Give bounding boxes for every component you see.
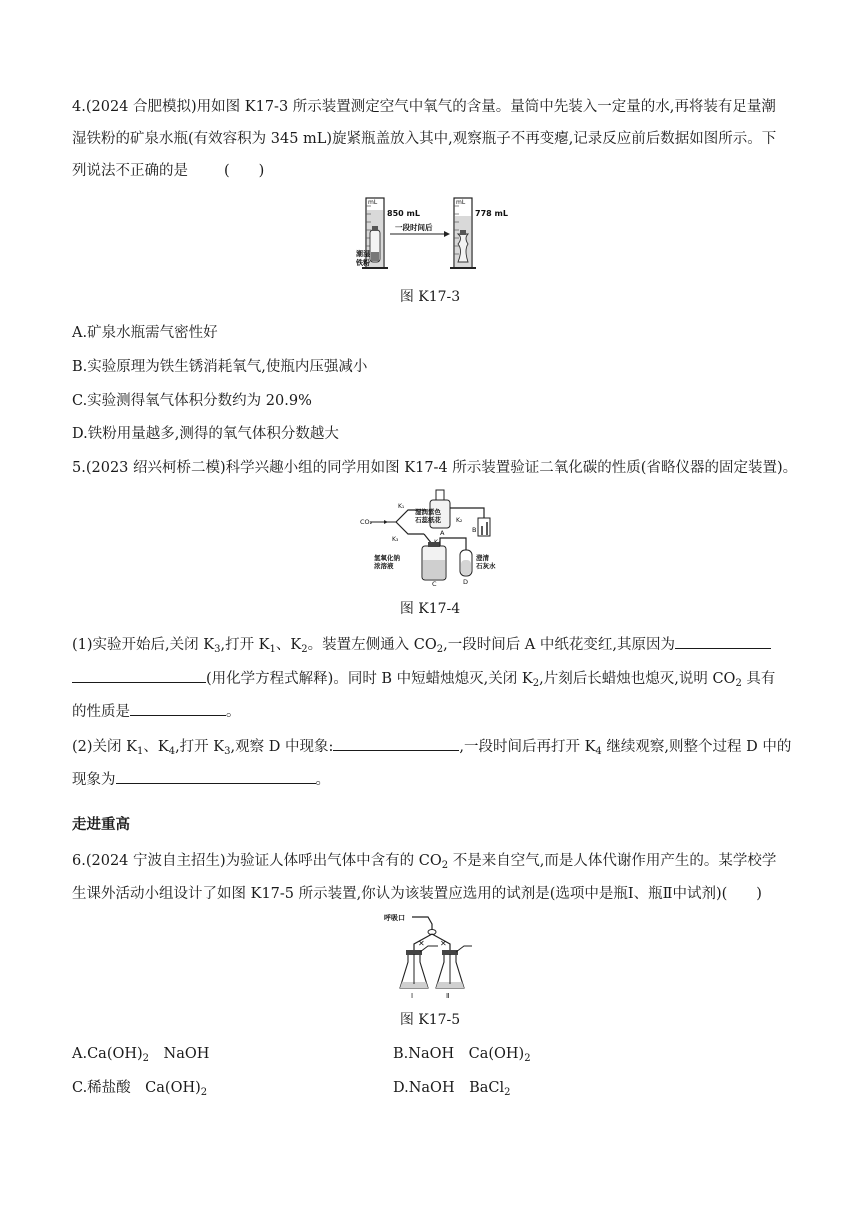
answer-blank-1b[interactable] [72, 668, 206, 683]
q4-stem-line3: 列说法不正确的是 ( ) [72, 163, 265, 179]
figure-caption-k17-4: 图 K17-4 [399, 601, 461, 617]
q6-option-b: B.NaOH $Ca(OH)_2$ [393, 1046, 531, 1064]
q4-option-c: C.实验测得氧气体积分数约为 20.9% [72, 393, 312, 409]
q4-stem-line1: 4.(2024 合肥模拟)用如图 K17-3 所示装置测定空气中氧气的含量。量筒中先装入一定量的水,再将装有足量潮 [72, 99, 776, 115]
figure-caption-k17-5: 图 K17-5 [399, 1012, 461, 1028]
svg-text:✕: ✕ [418, 939, 425, 948]
answer-blank-1a[interactable] [675, 634, 771, 649]
co2-inlet-label: CO₂ [360, 518, 373, 526]
flask-2-label: Ⅱ [446, 992, 450, 1000]
limewater-label-1: 澄清 [476, 554, 489, 562]
valve-k2-label: K₂ [456, 517, 463, 524]
paper-label-2: 石蕊纸花 [415, 516, 441, 524]
bottle-c-label: C [432, 580, 437, 588]
q5-part1-line3: 的性质是 。 [72, 701, 241, 723]
cylinder-unit-label-2: mL [456, 199, 466, 206]
q6-option-c: C.稀盐酸 $Ca(OH)_2$ [72, 1080, 208, 1098]
tube-d-label: D [463, 578, 469, 586]
q5-stem: 5.(2023 绍兴柯桥二模)科学兴趣小组的同学用如图 K17-4 所示装置验证二氧化碳的性质(省略仪器的固定装置)。 [72, 460, 798, 476]
q5-part2-line1: (2)关闭 $K_1$、$K_4$,打开 $K_3$,观察 D 中现象: ,一段时间后再打开 $K_4$ 继续观察,则整个过程 D 中的 [72, 736, 791, 758]
limewater-label-2: 石灰水 [476, 562, 496, 570]
q5-part2-line2: 现象为 。 [72, 769, 330, 791]
iron-label-2: 铁粉 [356, 259, 370, 267]
figure-k17-4 [360, 488, 500, 586]
cylinder-unit-label: mL [368, 199, 378, 206]
figure-caption-k17-3: 图 K17-3 [399, 289, 461, 305]
volume-after-label: 778 mL [475, 209, 508, 218]
paper-label-1: 湿润紫色 [415, 508, 441, 516]
arrow-label: 一段时间后 [395, 223, 433, 232]
q6-option-a: $A.Ca(OH)_2$ NaOH [72, 1046, 210, 1064]
valve-k1-label: K₁ [398, 503, 405, 510]
iron-label-1: 潮湿 [356, 250, 370, 258]
q6-stem-line1: 6.(2024 宁波自主招生)为验证人体呼出气体中含有的 $CO_2$ 不是来自空气,而是人体代谢作用产生的。某学校学 [72, 853, 777, 871]
q4-stem-line2: 湿铁粉的矿泉水瓶(有效容积为 345 mL)旋紧瓶盖放入其中,观察瓶子不再变瘪,记录反应前后数据如图所示。下 [72, 131, 777, 147]
q6-option-d: D.NaOH BaCl$_2$ [393, 1080, 511, 1098]
q5-part1-line1: (1)实验开始后,关闭 $K_3$,打开 $K_1$、$K_2$。装置左侧通入 $CO_2$,一段时间后 A 中纸花变红,其原因为 [72, 634, 771, 656]
volume-before-label: 850 mL [387, 209, 420, 218]
naoh-label-1: 氢氧化钠 [374, 554, 400, 562]
q6-stem-line2: 生课外活动小组设计了如图 K17-5 所示装置,你认为该装置应选用的试剂是(选项中是瓶Ⅰ、瓶Ⅱ中试剂)( ) [72, 886, 762, 902]
flask-1-label: Ⅰ [411, 992, 414, 1000]
answer-blank-2b[interactable] [116, 769, 316, 784]
mouthpiece-label: 呼吸口 [384, 914, 405, 922]
naoh-label-2: 浓溶液 [374, 562, 394, 570]
svg-text:✕: ✕ [440, 939, 447, 948]
q4-option-d: D.铁粉用量越多,测得的氧气体积分数越大 [72, 426, 339, 442]
answer-blank-2a[interactable] [333, 736, 459, 751]
q4-option-b: B.实验原理为铁生锈消耗氧气,使瓶内压强减小 [72, 359, 368, 375]
answer-bracket: ( ) [224, 163, 265, 179]
bottle-a-label: A [440, 529, 445, 537]
valve-k3-label: K₃ [392, 536, 399, 543]
q5-part1-line2: (用化学方程式解释)。同时 B 中短蜡烛熄灭,关闭 $K_2$,片刻后长蜡烛也熄灭,说明 $CO_2$ 具有 [72, 668, 775, 690]
figure-k17-5 [384, 910, 480, 1002]
section-title: 走进重高 [72, 817, 130, 833]
q4-option-a: A.矿泉水瓶需气密性好 [72, 325, 218, 341]
bottle-b-label: B [472, 526, 477, 534]
figure-k17-3 [356, 194, 510, 276]
answer-blank-1c[interactable] [130, 701, 226, 716]
